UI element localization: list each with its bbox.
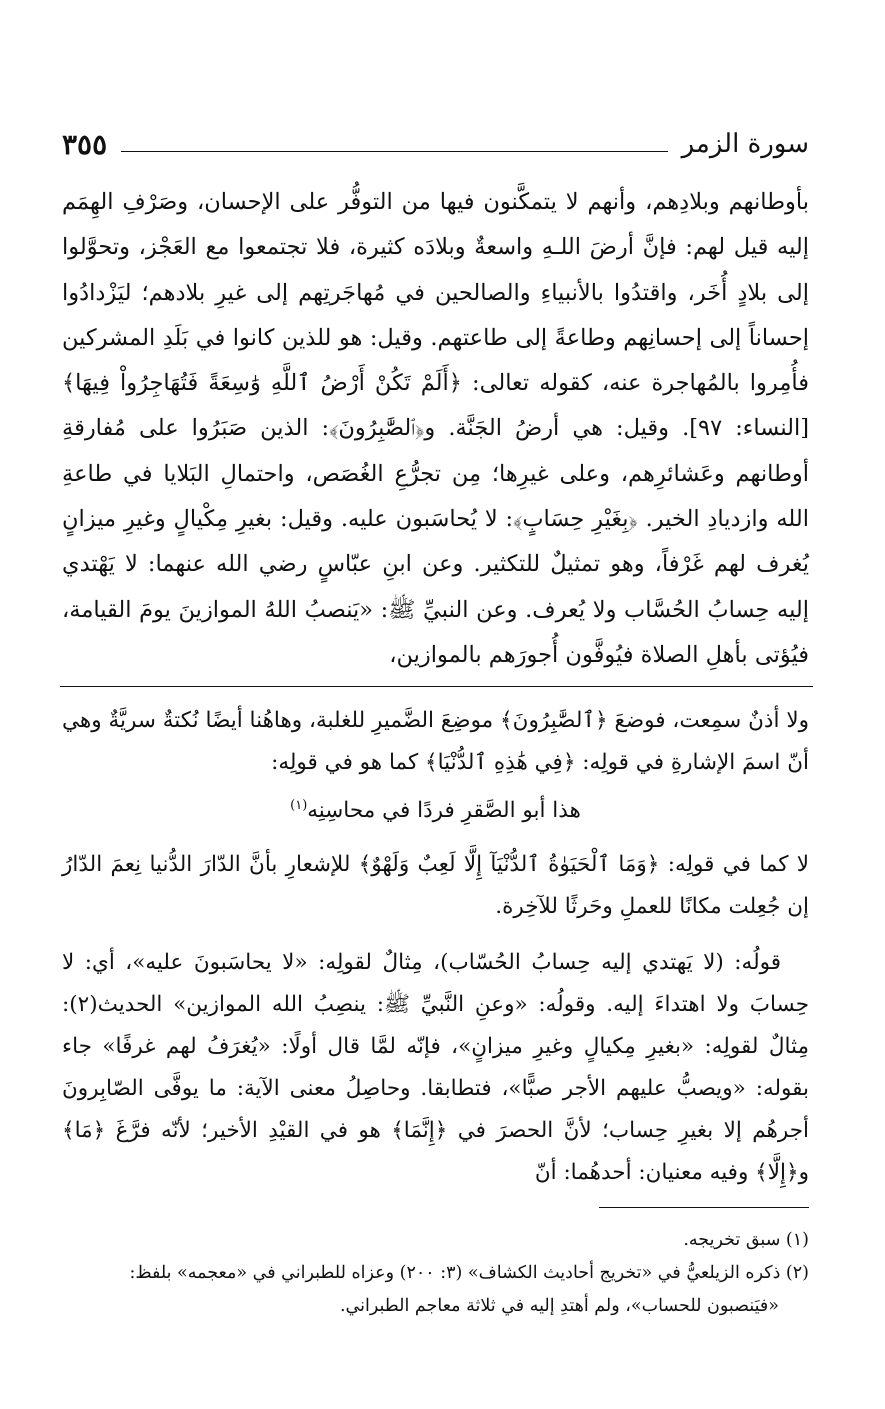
footnote-2-continuation: «فيَنصبون للحساب»، ولم أهتدِ إليه في ثلاثة معاجم الطبراني. bbox=[339, 1296, 779, 1316]
gloss-section bbox=[62, 700, 809, 1194]
header-rule bbox=[121, 151, 667, 152]
verse-text: هذا أبو الصَّقرِ فردًا في محاسِنِه bbox=[307, 798, 581, 823]
footnotes bbox=[62, 1224, 809, 1323]
section-divider bbox=[60, 686, 813, 687]
page-header bbox=[62, 122, 809, 166]
footnote-2: (٢) ذكره الزيلعيُّ في «تخريج أحاديث الكشاف» (٣: ٢٠٠) وعزاه للطبراني في «معجمه» بلفظ: bbox=[129, 1263, 809, 1283]
page-number: ٣٥٥ bbox=[62, 127, 108, 161]
gloss-paragraph-2: لا كما في قولِه: ﴿وَمَا ٱلْحَيَوٰةُ ٱلدُّنْيَآ إِلَّا لَعِبٌ وَلَهْوٌ﴾ للإشعارِ بأنَّ الدّارَ الدُّنيا نِعمَ الدّارُ إن جُعِلت مكانًا للعملِ وحَرثًا للآخِرة. bbox=[62, 852, 809, 919]
chapter-title: سورة الزمر bbox=[681, 129, 809, 159]
footnote-1: (١) سبق تخريجه. bbox=[683, 1230, 809, 1250]
gloss-paragraph-3: قولُه: (لا يَهتدي إليه حِسابُ الحُسّاب)، مِثالٌ لقولِه: «لا يحاسَبونَ عليه»، أي: لا حِسابَ ولا اهتداءَ إليه. وقولُه: «وعنِ النَّبيِّ ﷺ: ينصِبُ الله الموازين» الحديث(٢): مِثالٌ لقولِه: «بغيرِ مِكيالٍ وغيرِ ميزانٍ»، فإنّه لمَّا قال أولًا: «يُغرَفُ لهم غرفًا» جاء بقوله: «ويصبُّ عليهم الأجر صبًّا»، فتطابقا. وحاصِلُ معنى الآية: ما يوفَّى الصّابِرونَ أجرهُم إلا بغيرِ حِساب؛ لأنَّ الحصرَ في ﴿إِنَّمَا﴾ هو في القيْدِ الأخير؛ لأنّه فرَّغَ ﴿مَا﴾ و﴿إِلَّا﴾ وفيه معنيان: أحدهُما: أنّ bbox=[62, 950, 809, 1185]
gloss-paragraph-1: ولا أذنٌ سمِعت، فوضعَ ﴿ٱلصَّٰبِرُونَ﴾ موضِعَ الضَّميرِ للغلبة، وهاهُنا أيضًا نُكتةٌ سريَّةٌ وهي أنّ اسمَ الإشارةِ في قولِه: ﴿فِي هَٰذِهِ ٱلدُّنْيَا﴾ كما هو في قولِه: bbox=[62, 708, 809, 775]
commentary-text: بأوطانهم وبلادِهم، وأنهم لا يتمكَّنون فيها من التوفُّر على الإحسان، وصَرْفِ الهِمَم إليه قيل لهم: فإنَّ أرضَ اللـهِ واسعةٌ وبلادَه كثيرة، فلا تجتمعوا مع العَجْز، وتحوَّلوا إلى بلادٍ أُخَر، واقتدُوا بالأنبياءِ والصالحين في مُهاجَرتِهم إلى غيرِ بلادهم؛ ليَزْدادُوا إحساناً إلى إحسانِهم وطاعةً إلى طاعتهم. وقيل: هو للذين كانوا في بَلَدِ المشركين فأُمِروا بالمُهاجرة عنه، كقوله تعالى: ﴿أَلَمْ تَكُنْ أَرْضُ ٱللَّهِ وَٰسِعَةً فَتُهَاجِرُواْ فِيهَا﴾ [النساء: ٩٧]. وقيل: هي أرضُ الجَنَّة. و﴿ٱلصَّٰبِرُونَ﴾: الذين صَبَرُوا على مُفارقةِ أوطانهم وعَشائرِهم، وعلى غيرِها؛ مِن تجرُّعِ الغُصَص، واحتمالِ البَلايا في طاعةِ الله وازديادِ الخير. ﴿بِغَيْرِ حِسَابٍ﴾: لا يُحاسَبون عليه. وقيل: بغيرِ مِكْيالٍ وغيرِ ميزانٍ يُغرف لهم غَرْفاً، وهو تمثيلٌ للتكثير. وعن ابنِ عبّاسٍ رضي الله عنهما: لا يَهْتدي إليه حِسابُ الحُسَّاب ولا يُعرف. وعن النبيِّ ﷺ: «يَنصبُ اللهُ الموازينَ يومَ القيامة، فيُؤتى بأهلِ الصلاة فيُوفَّون أُجورَهم بالموازين، bbox=[62, 189, 809, 668]
book-page bbox=[62, 0, 809, 1409]
footnote-ref-1: (١) bbox=[290, 797, 308, 813]
footnote-divider bbox=[599, 1207, 809, 1208]
poetry-verse bbox=[62, 790, 809, 832]
